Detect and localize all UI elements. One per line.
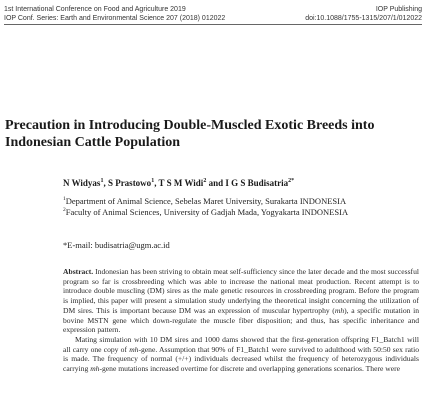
publisher-name: IOP Publishing xyxy=(375,6,422,13)
abstract-paragraph-1 xyxy=(63,267,419,335)
author-separator: , xyxy=(154,178,159,188)
abstract-italic-term: mh xyxy=(90,364,100,374)
author-name: N Widyas xyxy=(63,178,101,188)
affiliation-superscript: 2 xyxy=(63,207,66,213)
abstract-text: -gene mutations increased overtime for discrete and overlapping generations scenarios. There were xyxy=(99,364,401,374)
abstract-label: Abstract. xyxy=(63,267,94,276)
doi-link[interactable]: doi:10.1088/1755-1315/207/1/012022 xyxy=(305,15,422,22)
corresponding-email[interactable]: *E-mail: budisatria@ugm.ac.id xyxy=(63,240,170,250)
series-citation: IOP Conf. Series: Earth and Environmental Science 207 (2018) 012022 xyxy=(4,15,226,22)
header-divider xyxy=(4,24,422,25)
author-name: I G S Budisatria xyxy=(225,178,289,188)
affiliation-2 xyxy=(63,205,348,218)
author-name: S Prastowo xyxy=(107,178,152,188)
author-superscript: 2* xyxy=(288,178,295,184)
author-superscript: 1 xyxy=(100,178,104,184)
abstract-text: -gene. Assumption that 90% of F1_Batch1 were survived to adulthood with 50:50 sex ratio is made. The frequency of normal (+/+) individuals decreased whilst the frequency of heterozygous individuals carrying xyxy=(63,344,419,374)
abstract-text: Mating simulation with 10 DM sires and 1000 dams showed that the first-generation offspring F1_Batch1 will all carry one copy of xyxy=(63,334,419,354)
author-conjunction: and xyxy=(206,178,226,188)
abstract-text: ), a specific mutation in bovine MSTN gene which down-regulate the muscle fiber disposition; and thus, has specific inheritance and expression pattern. xyxy=(63,305,419,335)
paper-title: Precaution in Introducing Double-Muscled Exotic Breeds into Indonesian Cattle Population xyxy=(5,118,375,150)
affiliation-text: Department of Animal Science, Sebelas Maret University, Surakarta INDONESIA xyxy=(65,195,347,206)
author-superscript: 1 xyxy=(151,178,155,184)
abstract-text: Indonesian has been striving to obtain meat self-sufficiency since the later decade and the most successful program so far is crossbreeding which was able to increase the national meat production. Recent attempt is to introduce double muscling (DM) sires as the male genetic resources in crossbreeding program. Before the program is implied, this paper will present a simulation study underlying the theoretical insight concerning the utilization of DM sires. This is important because DM was an expression of muscular hypertrophy ( xyxy=(63,267,419,315)
abstract-italic-term: mh xyxy=(334,305,345,315)
affiliation-superscript: 1 xyxy=(63,196,66,202)
abstract-italic-term: mh xyxy=(129,344,139,354)
running-header xyxy=(4,5,422,23)
author-separator: , xyxy=(103,178,108,188)
author-list xyxy=(63,178,294,188)
author-superscript: 2 xyxy=(203,178,207,184)
author-name: T S M Widi xyxy=(158,178,204,188)
affiliation-text: Faculty of Animal Sciences, University of Gadjah Mada, Yogyakarta INDONESIA xyxy=(65,206,349,217)
conference-name: 1st International Conference on Food and Agriculture 2019 xyxy=(4,6,186,13)
abstract xyxy=(63,267,419,374)
abstract-paragraph-2 xyxy=(63,335,419,374)
